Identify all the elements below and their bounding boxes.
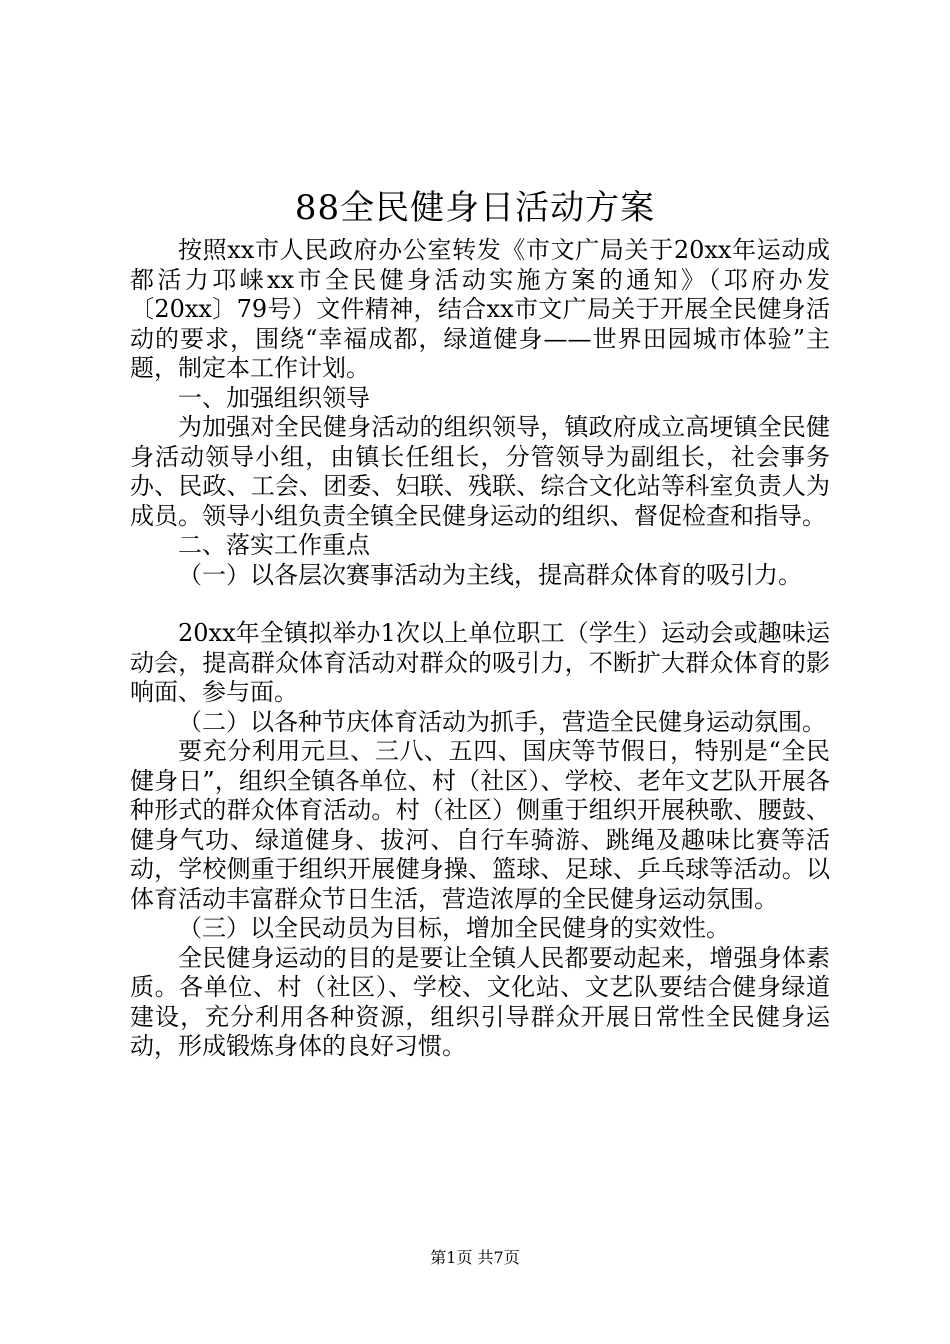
document-body xyxy=(130,236,830,1062)
heading-section-1: 一、加强组织领导 xyxy=(178,383,370,412)
subheading-1: （一）以各层次赛事活动为主线，提高群众体育的吸引力。 xyxy=(178,560,802,589)
paragraph-intro: 按照xx市人民政府办公室转发《市文广局关于20xx年运动成都活力邛崃xx市全民健身活动实施方案的通知》（邛府办发〔20xx〕79号）文件精神，结合xx市文广局关于开展全民健身活动的要求，围绕“幸福成都，绿道健身——世界田园城市体验”主题，制定本工作计划。 xyxy=(130,236,830,382)
page-number-footer: 第1页 共7页 xyxy=(430,1248,520,1267)
subheading-3: （三）以全民动员为目标，增加全民健身的实效性。 xyxy=(178,914,730,942)
paragraph-subsection-2: 要充分利用元旦、三八、五四、国庆等节假日，特别是“全民健身日”，组织全镇各单位、村（社区）、学校、老年文艺队开展各种形式的群众体育活动。村（社区）侧重于组织开展秧歌、腰鼓、健身气功、绿道健身、拔河、自行车骑游、跳绳及趣味比赛等活动，学校侧重于组织开展健身操、篮球、足球、乒乓球等活动。以体育活动丰富群众节日生活，营造浓厚的全民健身运动氛围。 xyxy=(130,737,830,913)
heading-section-2: 二、落实工作重点 xyxy=(178,531,370,559)
subheading-2: （二）以各种节庆体育活动为抓手，营造全民健身运动氛围。 xyxy=(178,707,826,736)
paragraph-subsection-1: 20xx年全镇拟举办1次以上单位职工（学生）运动会或趣味运动会，提高群众体育活动对群众的吸引力，不断扩大群众体育的影响面、参与面。 xyxy=(130,619,830,706)
document-title: 88全民健身日活动方案 xyxy=(294,188,656,228)
paragraph-section-1: 为加强对全民健身活动的组织领导，镇政府成立高埂镇全民健身活动领导小组，由镇长任组长，分管领导为副组长，社会事务办、民政、工会、团委、妇联、残联、综合文化站等科室负责人为成员。领导小组负责全镇全民健身运动的组织、督促检查和指导。 xyxy=(130,413,830,530)
paragraph-subsection-3: 全民健身运动的目的是要让全镇人民都要动起来，增强身体素质。各单位、村（社区）、学校、文化站、文艺队要结合健身绿道建设，充分利用各种资源，组织引导群众开展日常性全民健身运动，形成锻炼身体的良好习惯。 xyxy=(130,943,830,1060)
